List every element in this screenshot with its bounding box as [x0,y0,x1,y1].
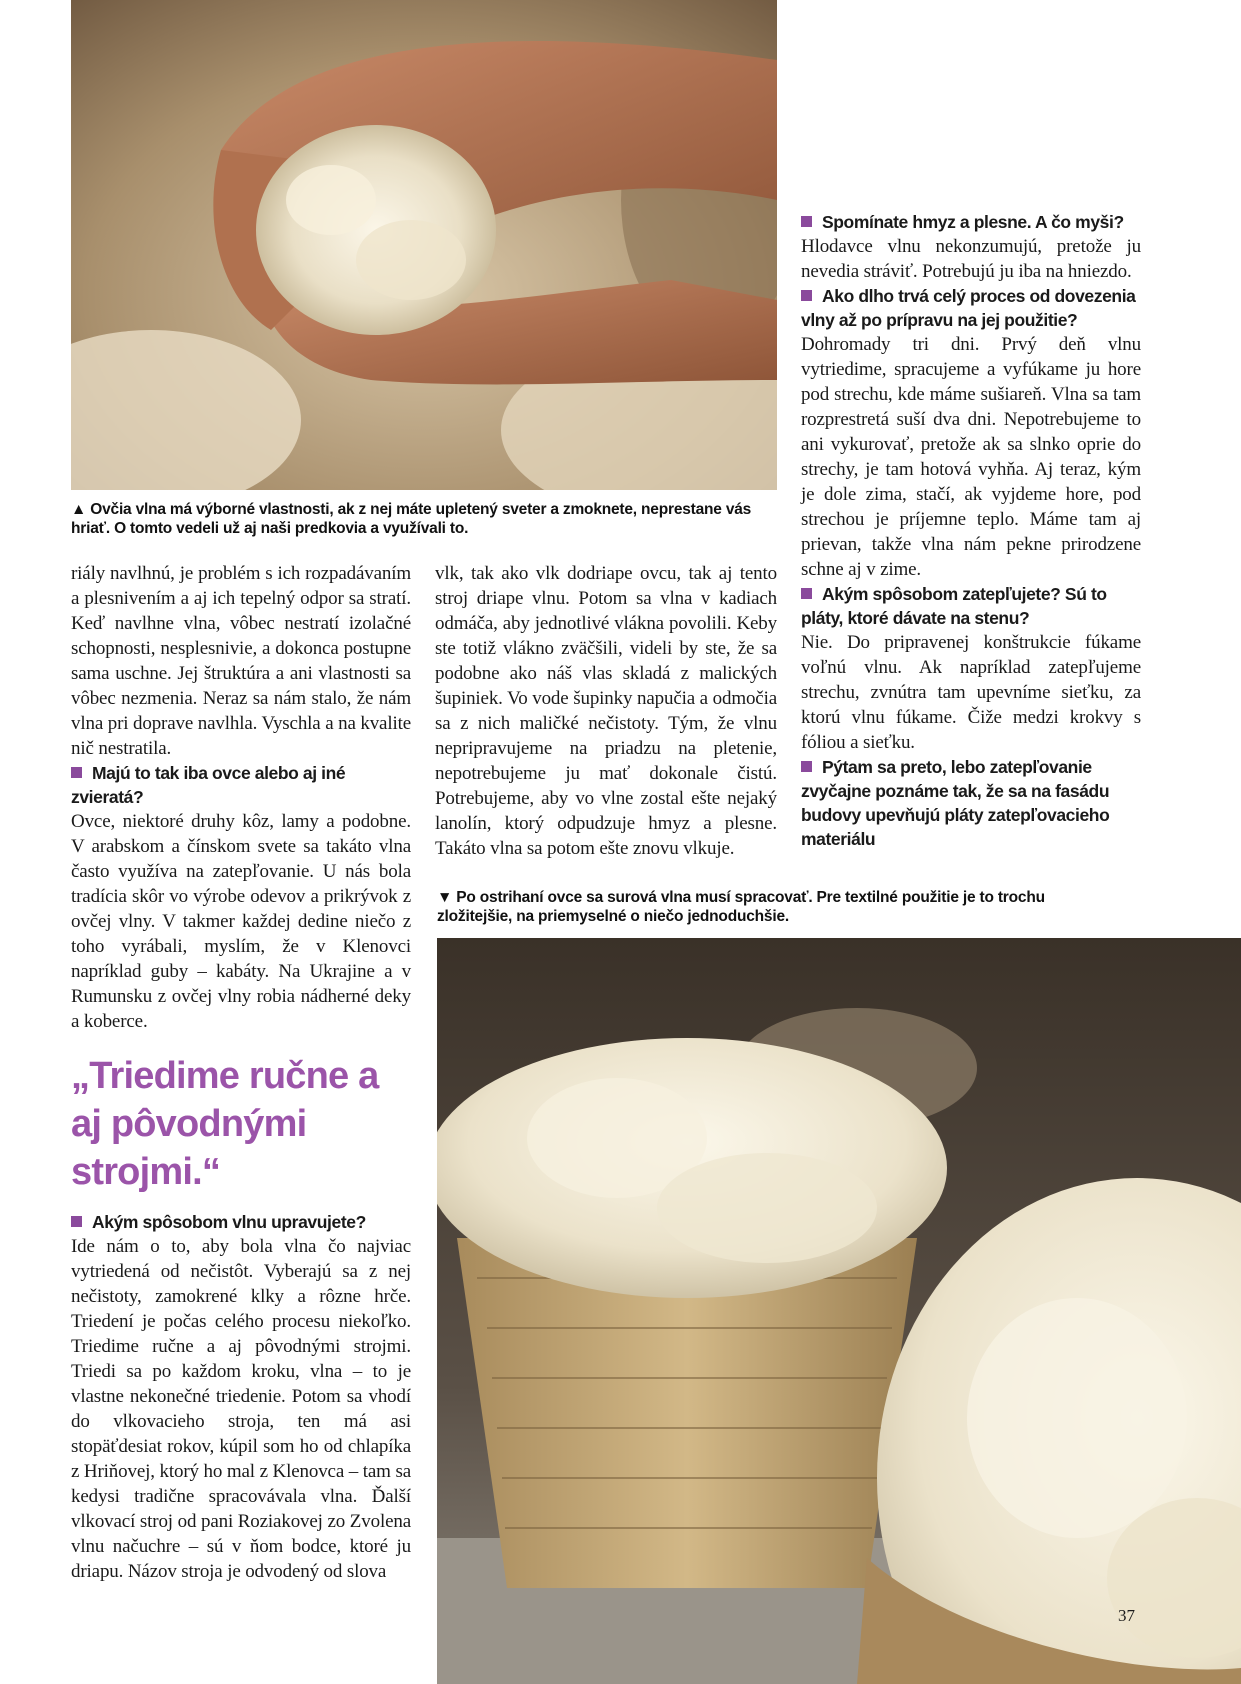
col1-paragraph-3: Ide nám o to, aby bola vlna čo najviac vytriedená od nečistôt. Vyberajú sa z nej nečistoty, zamokrené klky a rôzne hrče. Triedení je počas celého procesu niekoľko. Triedime ručne a aj pôvodnými strojmi. Triedi sa po každom kroku, vlna – to je vlastne nekonečné triedenie. Potom sa vhodí do vlkovacieho stroja, ten má asi stopäťdesiat rokov, kúpil som ho od chlapíka z Hriňovej, ktorý ho mal z Klenovca – tam sa kedysi tradične spracovávala vlna. Ďalší vlkovací stroj od pani Roziakovej zo Zvolena vlnu načuchre – sú v ňom bodce, ktoré ju driapu. Názov stroja je odvodený od slova [71,1236,411,1582]
bullet-square-icon [801,588,812,599]
column-1 [71,561,411,1034]
bullet-square-icon [801,761,812,772]
col2-paragraph-1: vlk, tak ako vlk dodriape ovcu, tak aj tento stroj driape vlnu. Potom sa vlna v kadiach odmáča, aby jednotlivé vlákna povolili. Keby ste totiž vlákno zväčšili, videli by ste, že sa podobne ako náš vlas skladá z malických šupiniek. Vo vode šupinky napučia a odmočia sa z nich maličké nečistoty. Tým, že vlnu nepripravujeme na priadzu na pletenie, nepotrebujeme ju mať dokonale čistú. Potrebujeme, aby vo vlne zostal ešte nejaký lanolín, ktorý odpudzuje hmyz a plesne. Takáto vlna sa potom ešte znovu vlkuje. [435,563,777,859]
col1-question-2: Akým spôsobom vlnu upravujete? [71,1210,411,1234]
col3-paragraph-2: Dohromady tri dni. Prvý deň vlnu vytriedime, spracujeme a vyfúkame ju hore pod strechu, kde máme sušiareň. Vlna sa tam rozprestretá suší dva dni. Nepotrebujeme to ani vykurovať, pretože ak sa slnko oprie do strechy, je tam hotová vyhňa. Aj teraz, kým je dole zima, stačí, ak vyjdeme hore, pod strechou je príjemne teplo. Máme tam aj prievan, takže vlna nám pekne prirodzene schne aj v zime. [801,334,1141,580]
col1-paragraph-2: Ovce, niektoré druhy kôz, lamy a podobne. V arabskom a čínskom svete sa takáto vlna často využíva na zatepľovanie. U nás bola tradícia skôr vo výrobe odevov a prikrývok z ovčej vlny. V takmer každej dedine niečo z toho vyrábali, myslím, že v Klenovci napríklad guby – kabáty. Na Ukrajine a v Rumunsku z ovčej vlny robia nádherné deky a koberce. [71,811,411,1032]
column-2 [435,561,777,861]
bottom-photo-caption: ▼ Po ostrihaní ovce sa surová vlna musí spracovať. Pre textilné použitie je to trochu zložitejšie, na priemyselné o niečo jednoduchšie. [437,889,1045,925]
column-3 [801,210,1141,851]
bullet-square-icon [71,767,82,778]
col3-paragraph-1: Hlodavce vlnu nekonzumujú, pretože ju nevedia stráviť. Potrebujú ju iba na hniezdo. [801,236,1141,282]
col3-paragraph-3: Nie. Do pripravenej konštrukcie fúkame voľnú vlnu. Ak napríklad zatepľujeme strechu, zvnútra tam upevníme sieťku, za ktorú vlnu fúkame. Čiže medzi krokvy s fóliou a sieťku. [801,632,1141,753]
col1-paragraph-1: riály navlhnú, je problém s ich rozpadávaním a plesnivením a aj ich tepelný odpor sa stratí. Keď navlhne vlna, vôbec nestratí izolačné schopnosti, nesplesnivie, a dokonca postupne sama uschne. Jej štruktúra a ani vlastnosti sa vôbec nezmenia. Neraz sa nám stalo, že nám vlna pri doprave navlhla. Vyschla a na kvalite nič nestratila. [71,563,411,759]
column-1-continued [71,1210,411,1584]
pull-quote: „Triedime ručne a aj pôvodnými strojmi.“ [71,1055,379,1193]
col3-question-1: Spomínate hmyz a plesne. A čo myši? [801,210,1141,234]
bullet-square-icon [801,216,812,227]
top-photo-caption: ▲ Ovčia vlna má výborné vlastnosti, ak z nej máte upletený sveter a zmoknete, neprestane vás hriať. O tomto vedeli už aj naši predkovia a využívali to. [71,501,752,537]
col3-question-2: Ako dlho trvá celý proces od dovezenia vlny až po prípravu na jej použitie? [801,286,1136,330]
col3-question-3: Akým spôsobom zatepľujete? Sú to pláty, ktoré dávate na stenu? [801,584,1107,628]
hands-wool-photo [71,0,777,490]
page-number: 37 [1118,1606,1135,1625]
wool-baskets-photo [437,938,1241,1684]
bullet-square-icon [801,290,812,301]
col1-question-1: Majú to tak iba ovce alebo aj iné zvieratá? [71,763,346,807]
bullet-square-icon [71,1216,82,1227]
col3-question-4: Pýtam sa preto, lebo zatepľovanie zvyčajne poznáme tak, že sa na fasádu budovy upevňujú pláty zatepľovacieho materiálu [801,757,1110,849]
